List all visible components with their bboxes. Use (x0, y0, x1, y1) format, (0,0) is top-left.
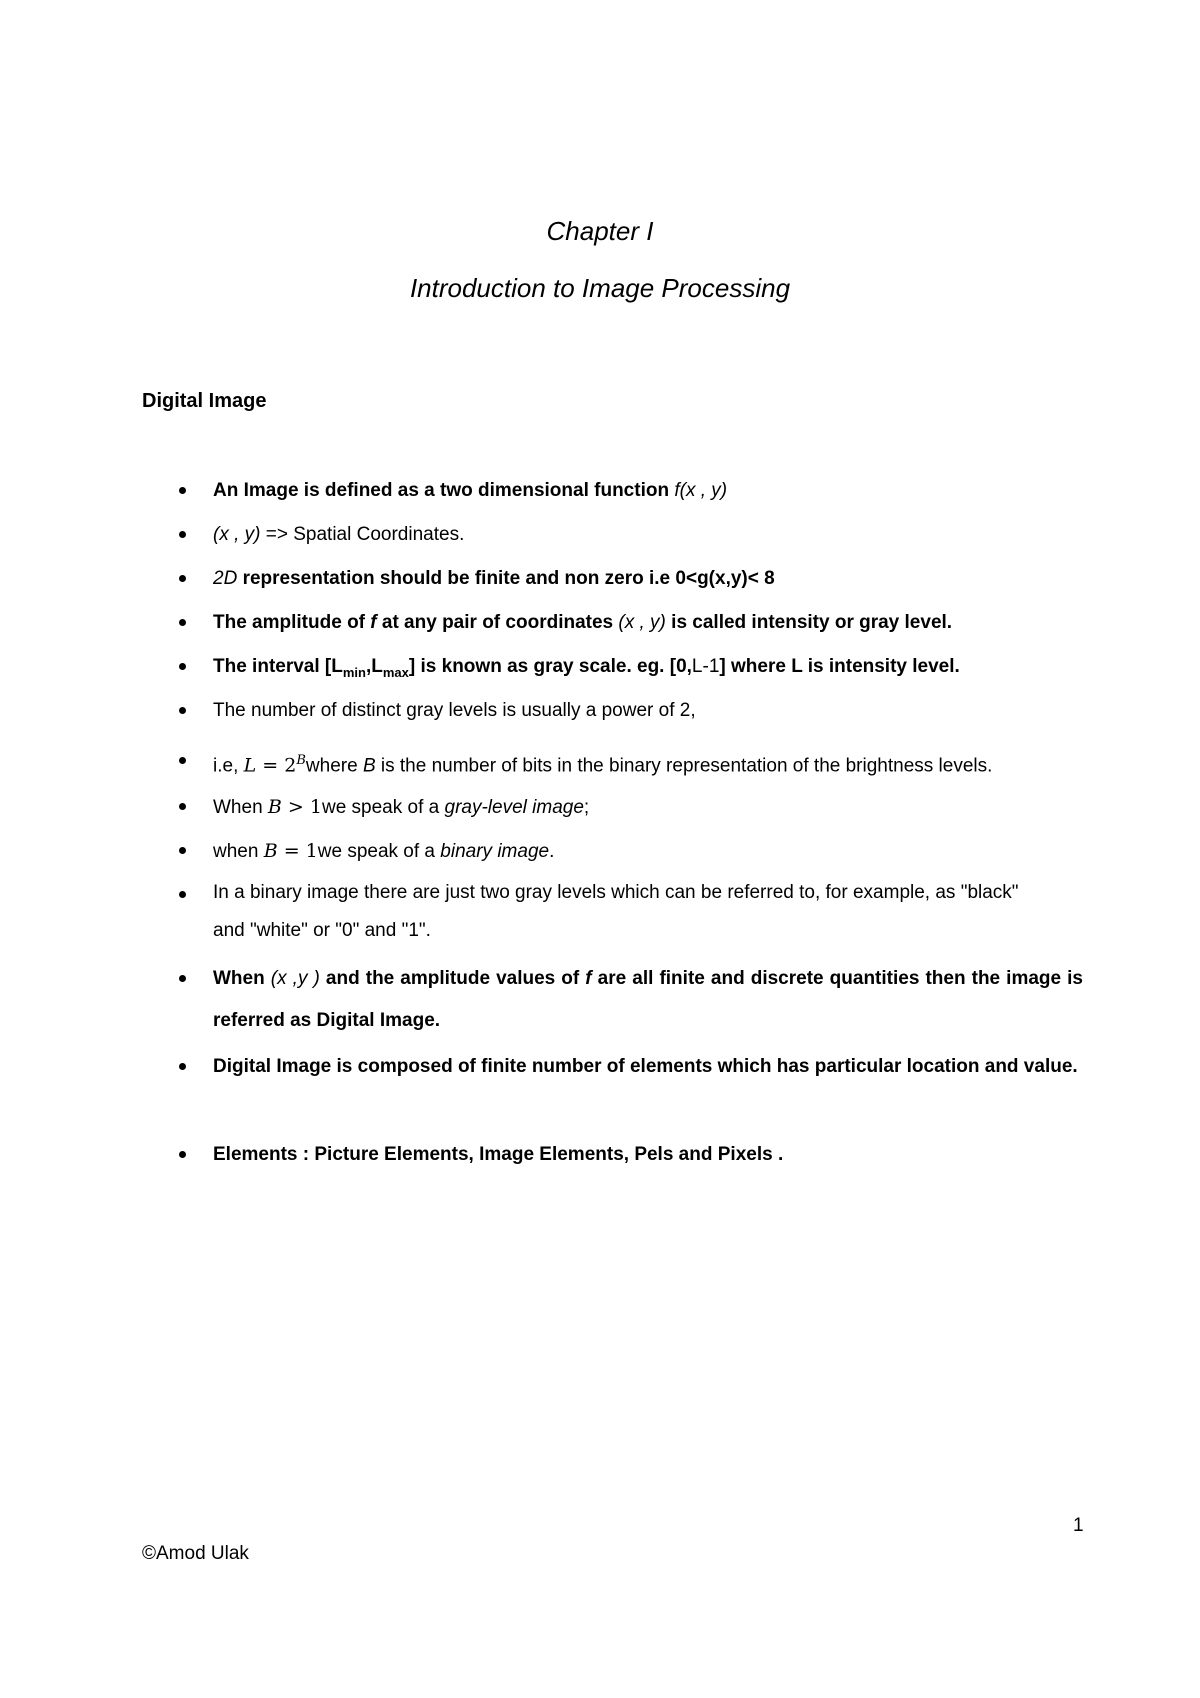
text-run-italic: (x ,y ) (270, 968, 320, 989)
text-run: and "white" or "0" and "1". (213, 920, 431, 941)
bullet-text (213, 690, 1083, 732)
text-run: L-1 (691, 656, 720, 677)
text-run: An Image is defined as a two dimensional function (213, 480, 675, 501)
bullet-text (213, 958, 1083, 1042)
bullet-text (213, 830, 1083, 873)
bullet-icon (179, 1063, 186, 1070)
bullet-text (213, 514, 1083, 556)
text-run: and the amplitude values of (319, 968, 586, 989)
equation-variable: L (243, 754, 257, 777)
text-run: The amplitude of (213, 612, 371, 633)
text-run: representation should be finite and non zero i.e 0<g(x,y)< 8 (237, 568, 775, 589)
bullet-icon (179, 575, 186, 582)
text-run: ; (583, 797, 590, 818)
bullet-icon (179, 619, 186, 626)
equation-exponent: B (296, 753, 306, 768)
text-run: we speak of a (321, 797, 445, 818)
text-run: where (305, 755, 363, 777)
text-run: Elements : Picture Elements, Image Elements, Pels and Pixels . (213, 1144, 784, 1165)
text-run: i.e, (213, 755, 244, 777)
bullet-icon (179, 803, 186, 810)
copyright-footer: ©Amod Ulak (142, 1543, 249, 1564)
text-run: when (213, 841, 264, 862)
text-run-italic: (x , y) (213, 524, 261, 545)
subscript: max (382, 664, 409, 680)
text-run: ] is known as gray scale. eg. [0, (408, 656, 692, 677)
bullet-text (213, 558, 1083, 600)
bullet-icon (179, 757, 186, 764)
bullet-icon (179, 847, 186, 854)
bullet-text (213, 874, 1083, 950)
equation-text: = 2 (256, 754, 297, 777)
bullet-text (213, 786, 1083, 829)
bullet-text (213, 1046, 1083, 1088)
text-run: Digital Image is composed of finite number of elements which has particular location and value. (213, 1056, 1078, 1077)
text-run: The number of distinct gray levels is usually a power of 2, (213, 700, 696, 721)
text-run-italic: f (585, 968, 592, 989)
text-run-italic: binary image (440, 841, 550, 862)
text-run: we speak of a (317, 841, 441, 862)
bullet-text (213, 470, 1083, 512)
text-run: ,L (365, 656, 383, 677)
text-run-italic: f(x , y) (674, 480, 728, 501)
text-run-italic: (x , y) (618, 612, 666, 633)
bullet-icon (179, 487, 186, 494)
equation-text: > 1 (281, 796, 322, 818)
equation-variable: B (263, 840, 278, 862)
text-run-italic: B (362, 755, 376, 777)
bullet-text (213, 740, 1083, 787)
subscript: min (342, 664, 366, 680)
bullet-text (213, 1134, 1083, 1176)
chapter-title: Chapter I (546, 216, 654, 246)
text-run: are all finite and discrete quantities then the image is referred as Digital Image. (213, 968, 1083, 1031)
text-run: is called intensity or gray level. (665, 612, 953, 633)
text-run: => Spatial Coordinates. (260, 524, 465, 545)
equation-variable: B (267, 796, 282, 818)
bullet-icon (179, 1151, 186, 1158)
bullet-icon (179, 975, 186, 982)
equation-text: = 1 (277, 840, 318, 862)
text-run: . (549, 841, 555, 862)
bullet-text (213, 602, 1083, 644)
text-run: at any pair of coordinates (376, 612, 619, 633)
text-run: The interval [L (213, 656, 343, 677)
text-run: ] where L is intensity level. (719, 656, 960, 677)
bullet-icon (179, 663, 186, 670)
text-run: is the number of bits in the binary representation of the brightness levels. (375, 755, 993, 777)
bullet-text (213, 646, 1083, 694)
text-run-italic: gray-level image (444, 797, 584, 818)
bullet-icon (179, 891, 186, 898)
bullet-icon (179, 531, 186, 538)
text-run-italic: 2D (213, 568, 238, 589)
text-run: In a binary image there are just two gray levels which can be referred to, for example, as "black" (213, 882, 1019, 903)
bullet-icon (179, 707, 186, 714)
text-run-italic: f (370, 612, 377, 633)
section-heading: Digital Image (142, 390, 267, 412)
text-run: When (213, 968, 271, 989)
page-number: 1 (1073, 1515, 1084, 1536)
text-run: When (213, 797, 268, 818)
chapter-subtitle: Introduction to Image Processing (409, 273, 791, 303)
